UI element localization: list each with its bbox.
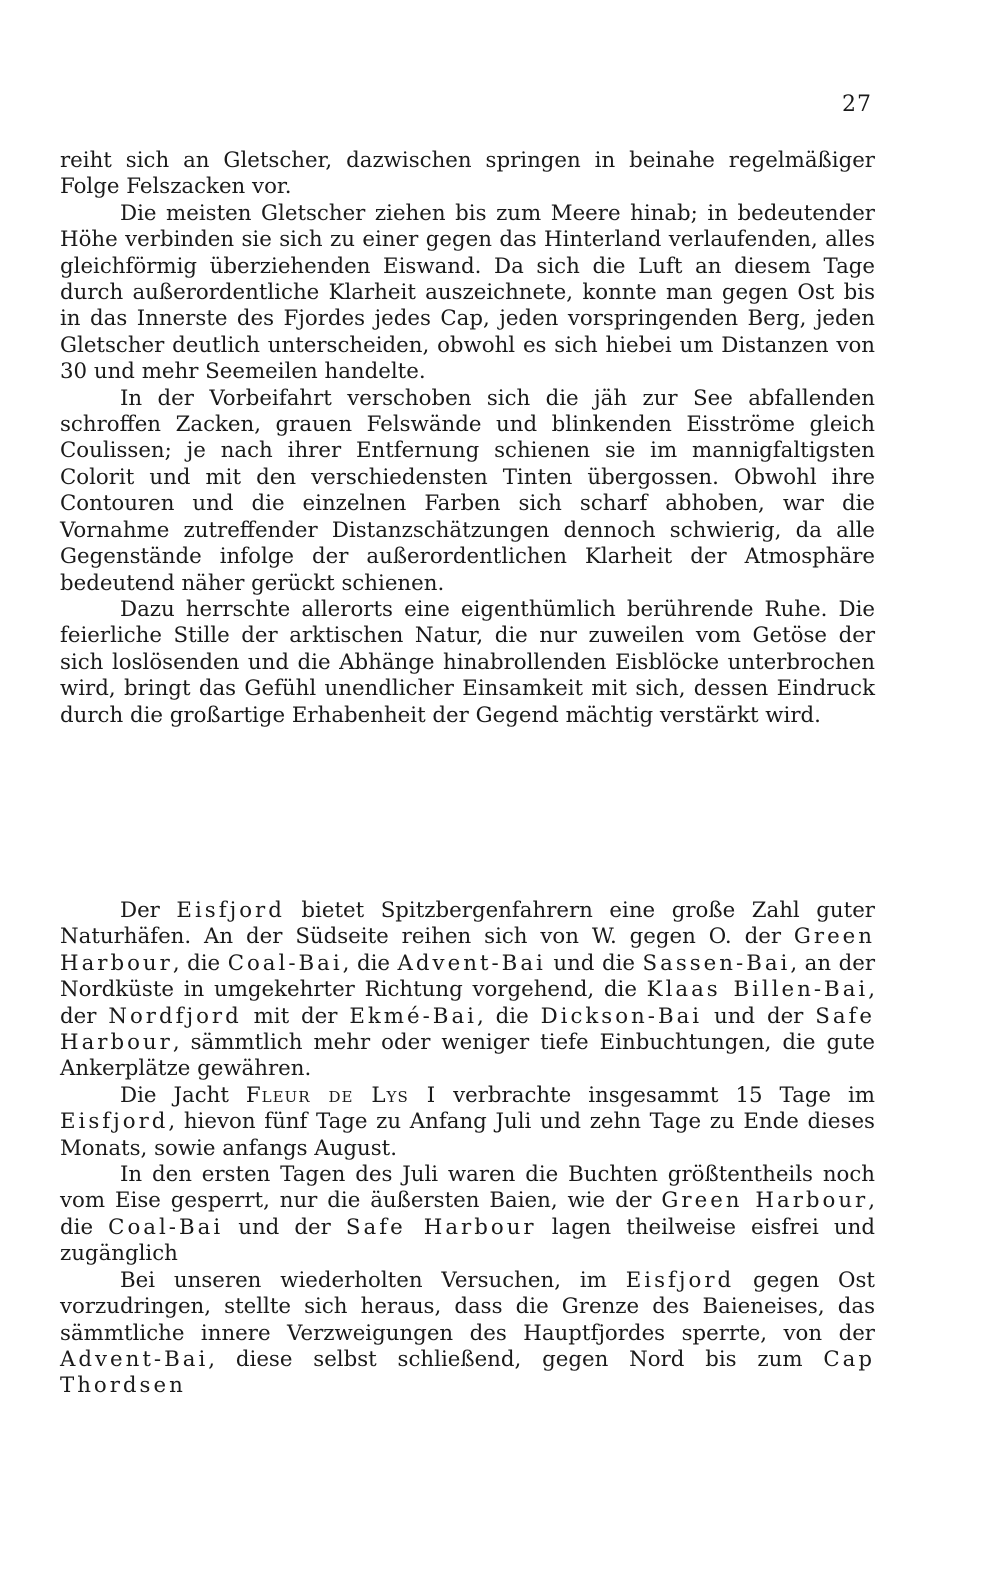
text-run: , die (60, 1188, 876, 1240)
paragraph-glaciers: Die meisten Gletscher ziehen bis zum Meere hinab; in bedeutender Höhe verbinden sie sich zu einer gegen das Hinterland verlaufenden, alles gleichförmig überziehenden Eiswand. Da sich die Luft an diesem Tage durch außerordentliche Klarheit auszeichnete, konnte man gegen Ost bis in das Innerste des Fjordes jedes Cap, jeden vorspringenden Berg, jeden Gletscher deutlich unterscheiden, obwohl es sich hiebei um Distanzen von 30 und mehr Seemeilen handelte. (60, 200, 875, 385)
place-name: Safe Harbour (60, 1003, 876, 1056)
text-run: verbrachte insgesammt 15 Tage im (436, 1082, 875, 1108)
text-run: und der (702, 1003, 816, 1029)
text-run: Bei unseren wiederholten Versuchen, im (120, 1267, 626, 1293)
place-name: Cap Thordsen (60, 1346, 875, 1399)
text-run: Die Jacht (120, 1082, 246, 1108)
paragraph-continuation: reiht sich an Gletscher, dazwischen springen in beinahe regelmäßiger Folge Felszacken vor. (60, 148, 875, 200)
text-run: , die (172, 950, 228, 976)
text-run: und der (223, 1214, 346, 1240)
text-run: , der (60, 977, 875, 1029)
place-name: Safe Harbour (345, 1214, 537, 1240)
paragraph-silence: Dazu herrschte allerorts eine eigenthümlich berührende Ruhe. Die feierliche Stille der arktischen Natur, die nur zuweilen vom Getöse der sich loslösenden und die Abhänge hinabrollenden Eisblöcke unterbrochen wird, bringt das Gefühl unendlicher Einsamkeit mit sich, dessen Eindruck durch die großartige Erhabenheit der Gegend mächtig verstärkt wird. (60, 596, 875, 728)
text-run: , die (342, 950, 398, 976)
paragraph-harbours (60, 898, 875, 1083)
place-name: Advent-Bai (60, 1346, 209, 1372)
place-name: Advent-Bai (397, 950, 546, 976)
text-run: lagen theilweise eisfrei und zugänglich (60, 1214, 876, 1267)
text-run: , an der Nordküste in umgekehrter Richtung vorgehend, die (60, 950, 876, 1003)
place-name: Green Harbour (60, 924, 875, 976)
text-run: gegen Ost vorzudringen, stellte sich heraus, dass die Grenze des Baieneises, das sämmtliche innere Verzweigungen des Hauptfjordes sperrte, von der (60, 1267, 875, 1346)
text-run: , sämmtlich mehr oder weniger tiefe Einbuchtungen, die gute Ankerplätze gewähren. (60, 1030, 875, 1082)
place-name: Eisfjord (625, 1267, 735, 1293)
place-name: Eisfjord (176, 898, 285, 923)
text-run: bietet Spitzbergenfahrern eine große Zahl guter Naturhäfen. An der Südseite reihen sich von W. gegen O. der (60, 898, 875, 950)
place-name: Klaas Billen-Bai (646, 977, 869, 1003)
place-name: Coal-Bai (108, 1214, 224, 1240)
text-run: Der (120, 898, 177, 923)
paragraph-july (60, 1162, 875, 1268)
place-name: Nordfjord (108, 1003, 242, 1029)
ship-name: Fleur de Lys I (245, 1082, 437, 1108)
page-number: 27 (842, 92, 872, 117)
text-section-two (60, 898, 875, 1400)
place-name: Ekmé-Bai (349, 1003, 477, 1029)
text-run: In den ersten Tagen des Juli waren die Buchten größtentheils noch vom Eise gesperrt, nur die äußersten Baien, wie der (60, 1162, 875, 1214)
paragraph-yacht (60, 1083, 875, 1162)
text-run: , diese selbst schließend, gegen Nord bis zum (208, 1346, 824, 1372)
text-section-one (60, 148, 875, 729)
text-run: und die (545, 950, 643, 976)
paragraph-attempts (60, 1268, 875, 1400)
place-name: Sassen-Bai (642, 950, 791, 976)
text-run: mit der (241, 1003, 350, 1029)
place-name: Green Harbour (661, 1188, 869, 1214)
text-run: , hievon fünf Tage zu Anfang Juli und zehn Tage zu Ende dieses Monats, sowie anfangs August. (60, 1109, 875, 1161)
text-run: , die (476, 1003, 541, 1029)
place-name: Eisfjord (60, 1109, 169, 1135)
place-name: Coal-Bai (227, 950, 343, 976)
paragraph-passage: In der Vorbeifahrt verschoben sich die jäh zur See abfallenden schroffen Zacken, grauen Felswände und blinkenden Eisströme gleich Coulissen; je nach ihrer Entfernung schienen sie im mannigfaltigsten Colorit und mit den verschiedensten Tinten übergossen. Obwohl ihre Contouren und die einzelnen Farben sich scharf abhoben, war die Vornahme zutreffender Distanzschätzungen dennoch schwierig, da alle Gegenstände infolge der außerordentlichen Klarheit der Atmosphäre bedeutend näher gerückt schienen. (60, 385, 875, 596)
place-name: Dickson-Bai (540, 1003, 703, 1029)
